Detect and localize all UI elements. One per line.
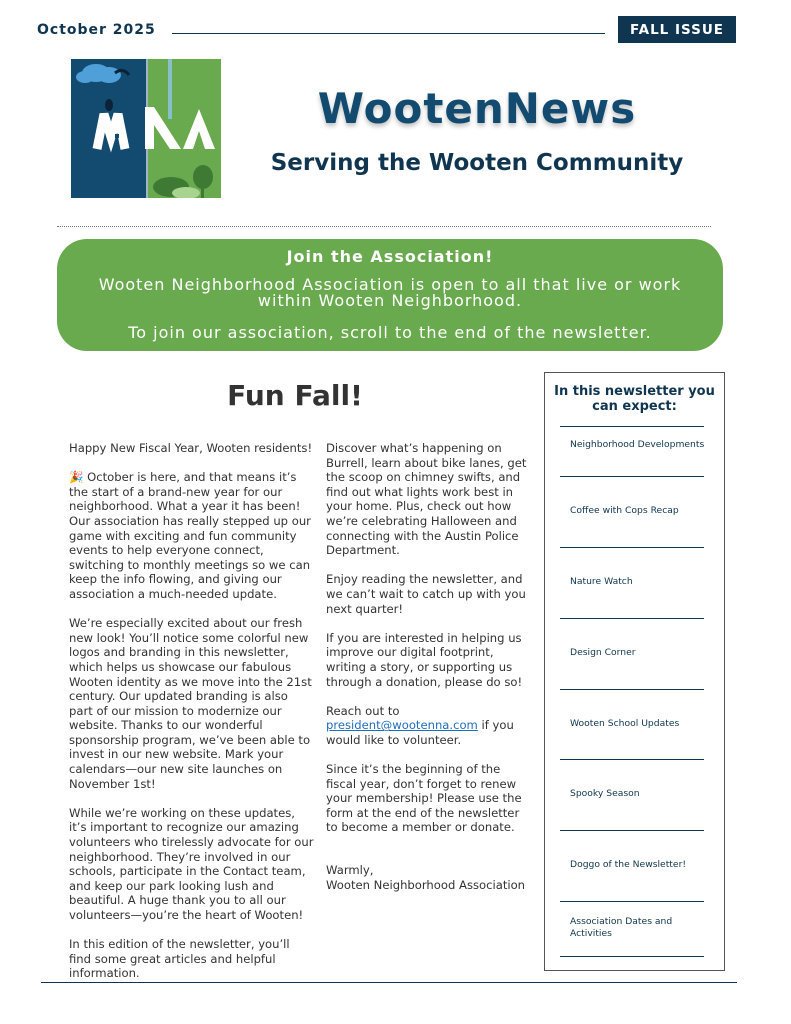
- toc-rule: [560, 689, 704, 690]
- newsletter-title: WootenNews: [317, 84, 637, 133]
- toc-item-nature-watch[interactable]: Nature Watch: [570, 576, 633, 587]
- join-title: Join the Association!: [286, 247, 494, 266]
- toc-rule: [560, 901, 704, 902]
- divider: [57, 226, 711, 227]
- toc-item-coffee-with-cops[interactable]: Coffee with Cops Recap: [570, 505, 679, 516]
- paragraph: If you are interested in helping us improve our digital footprint, writing a story, or supporting us through a donation, please do so!: [326, 630, 523, 689]
- closing-text: Warmly,: [326, 863, 374, 878]
- paragraph: Discover what’s happening on Burrell, learn about bike lanes, get the scoop on chimney swifts, and find out what lights work best in your home. Plus, check out how we’re celebrating Halloween and connecting with the Austin Police Department.: [326, 441, 527, 558]
- paragraph: Enjoy reading the newsletter, and we can’t wait to catch up with you next quarter!: [326, 572, 526, 616]
- signature: Wooten Neighborhood Association: [326, 877, 526, 892]
- toc-item-school-updates[interactable]: Wooten School Updates: [570, 718, 680, 729]
- toc-item-doggo[interactable]: Doggo of the Newsletter!: [570, 859, 687, 870]
- toc-rule: [560, 476, 704, 477]
- toc-rule: [560, 830, 704, 831]
- article-title: Fun Fall!: [227, 379, 363, 412]
- paragraph: We’re especially excited about our fresh new look! You’ll notice some colorful new logos and branding in this newsletter, which helps us showcase our fabulous Wooten identity as we move into the 21st century. Our updated branding is also part of our mission to modernize our website. Thanks to our wonderful sponsorship program, we’ve been able to invest in our new website. Mark your calendars—our new site launches on November 1st!: [69, 616, 312, 791]
- toc-item-spooky-season[interactable]: Spooky Season: [570, 788, 640, 799]
- paragraph: Since it’s the beginning of the fiscal year, don’t forget to renew your membership! Please use the form at the end of the newsletter to become a member or donate.: [326, 762, 522, 835]
- toc-title: In this newsletter you can expect:: [554, 384, 715, 414]
- toc-rule: [560, 618, 704, 619]
- table-of-contents: [544, 372, 725, 971]
- newsletter-subtitle: Serving the Wooten Community: [270, 150, 684, 176]
- toc-item-design-corner[interactable]: Design Corner: [570, 647, 636, 658]
- join-line-2: within Wooten Neighborhood.: [257, 291, 523, 310]
- toc-rule: [560, 956, 704, 957]
- closing: [326, 863, 531, 892]
- paragraph: In this edition of the newsletter, you’ll find some great articles and helpful information.: [69, 937, 290, 981]
- header-rule: [172, 33, 605, 34]
- join-description: [57, 277, 723, 309]
- footer-rule: [41, 982, 737, 983]
- issue-date: October 2025: [37, 22, 156, 38]
- email-link[interactable]: president@wootenna.com: [326, 718, 478, 733]
- toc-item-neighborhood-developments[interactable]: Neighborhood Developments: [570, 439, 705, 450]
- join-cta: To join our association, scroll to the end of the newsletter.: [128, 323, 652, 342]
- issue-badge: FALL ISSUE: [618, 16, 736, 43]
- join-line-1: Wooten Neighborhood Association is open to all that live or work: [98, 275, 682, 294]
- paragraph: While we’re working on these updates, it’s important to recognize our amazing volunteers who tirelessly advocate for our neighborhood. They’re involved in our schools, participate in the Contact team, and keep our park looking lush and beautiful. A huge thank you to all our volunteers—you’re the heart of Wooten!: [69, 805, 314, 922]
- reach-after: if you would like to volunteer.: [326, 718, 514, 747]
- article-column-2: [326, 441, 531, 907]
- join-association-banner: [57, 239, 723, 351]
- paragraph: 🎉 October is here, and that means it’s the start of a brand-new year for our neighborhood. What a year it has been! Our association has really stepped up our game with exciting and fun community events to help everyone connect, switching to monthly meetings so we can keep the info flowing, and giving our association a much-needed update.: [69, 470, 311, 601]
- paragraph: Happy New Fiscal Year, Wooten residents!: [69, 441, 313, 455]
- article-column-1: [69, 441, 314, 996]
- toc-rule: [560, 759, 704, 760]
- bird-icon: [105, 99, 113, 111]
- reach-out-paragraph: [326, 704, 531, 748]
- reach-before: Reach out to: [326, 703, 400, 718]
- toc-rule: [560, 547, 704, 548]
- wna-logo: [71, 59, 221, 198]
- toc-item-association-dates[interactable]: Association Dates and Activities: [570, 916, 673, 939]
- toc-rule: [560, 426, 704, 427]
